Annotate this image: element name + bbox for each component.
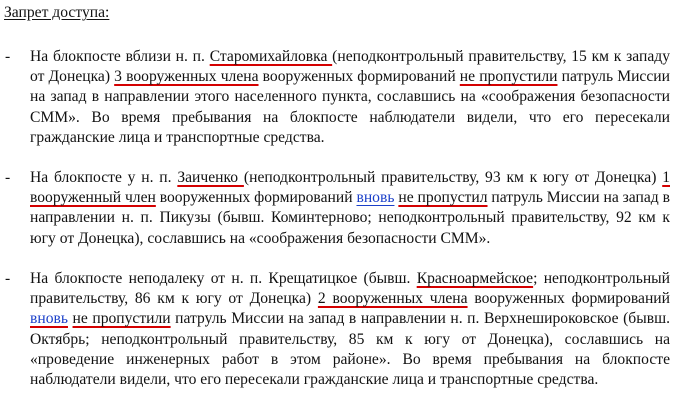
bullet-marker: - — [5, 169, 11, 186]
highlighted-text: не пропустили — [459, 68, 558, 86]
highlighted-text: Старомихайловка — [209, 48, 333, 65]
list-item — [30, 168, 670, 249]
text-run: На блокпосте неподалеку от н. п. Крещатицкое (бывш. — [30, 270, 417, 287]
text-run: вооруженных формирований — [155, 189, 357, 207]
text-run: На блокпосте у н. п. — [30, 169, 178, 186]
text-run: На блокпосте вблизи н. п. — [30, 48, 210, 65]
text-run: патруль Миссии на запад в направлении н. п. Верхнешироковское (бывш. Октябрь; неподконтрольный правительству, 85 км к югу от Донецка), сославшись на «проведение инженерных работ в этом районе». Во время пребывания на блокпосте наблюдатели видели, что его пересекали гражданские лица и транспортные средства. — [30, 310, 670, 389]
text-run: патруль Миссии на запад в направлении н. п. Пикузы (бывш. Коминтерново; неподконтрольный правительству, 92 км к югу от Донецка), сославшись на «соображения безопасности СММ». — [30, 189, 671, 247]
text-run: вооруженных формирований — [467, 290, 670, 308]
text-run: (неподконтрольный правительству, 15 км к западу от Донецка) — [30, 48, 671, 86]
highlighted-text: не пропустили — [72, 310, 171, 328]
highlighted-text: 2 вооруженных члена — [317, 290, 468, 308]
highlighted-text: вновь — [30, 310, 68, 328]
text-run: ; неподконтрольный правительству, 86 км к югу от Донецка) — [30, 270, 670, 308]
bullet-marker: - — [5, 270, 11, 287]
highlighted-text: 1 вооруженный член — [30, 169, 670, 207]
highlighted-text: не пропустил — [398, 189, 488, 207]
highlighted-text: Заиченко — [177, 169, 244, 186]
list-item — [30, 47, 670, 148]
highlighted-text: 3 вооруженных члена — [114, 68, 259, 86]
highlighted-text: вновь — [356, 189, 395, 207]
text-run: вооруженных формирований — [258, 68, 460, 86]
highlighted-text: Красноармейское — [416, 270, 534, 287]
list-item — [30, 269, 670, 390]
section-heading: Запрет доступа: — [4, 4, 110, 21]
bullet-marker: - — [5, 48, 11, 65]
text-run: (неподконтрольный правительству, 93 км к югу от Донецка) — [243, 169, 663, 186]
text-run: патруль Миссии на запад в направлении этого населенного пункта, сославшись на «соображения безопасности СММ». Во время пребывания на блокпосте наблюдатели видели, что его пересекали гражданские лица и транспортные средства. — [30, 68, 670, 146]
